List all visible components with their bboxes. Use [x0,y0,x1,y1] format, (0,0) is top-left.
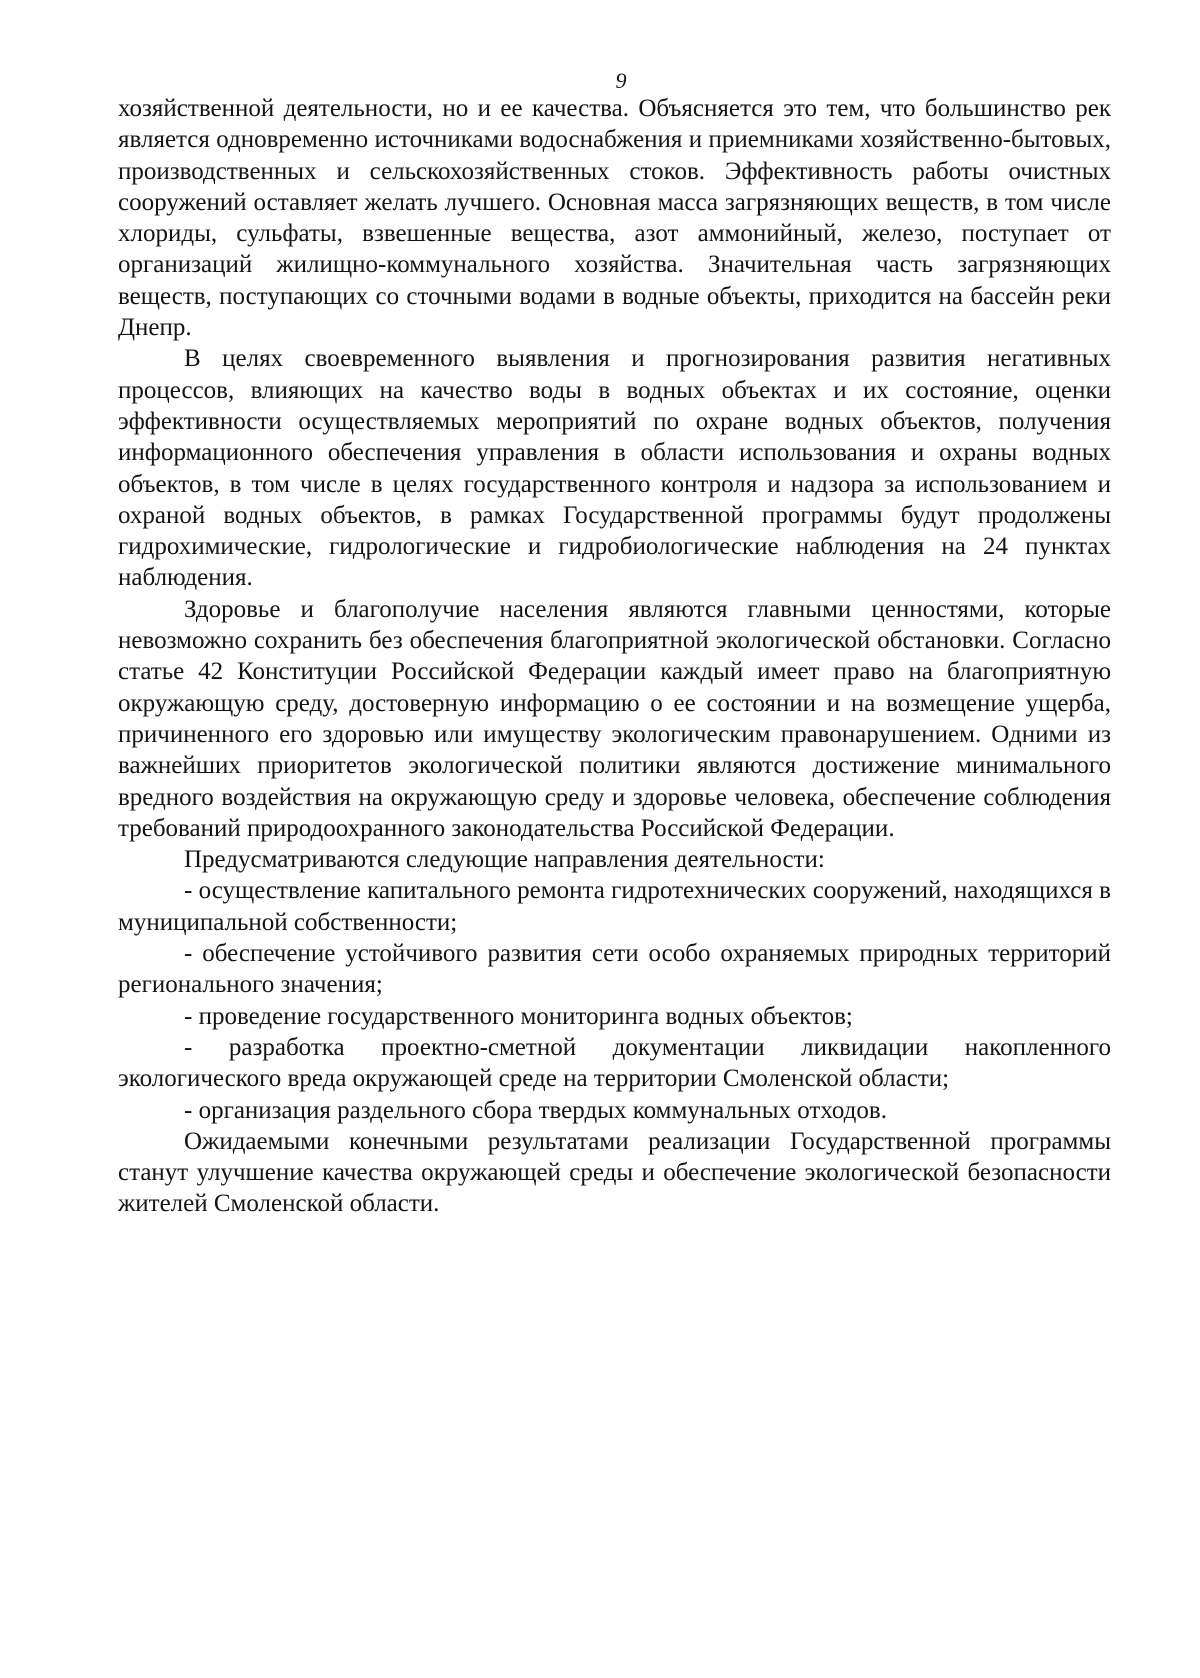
list-item-waste-collection: - организация раздельного сбора твердых коммунальных отходов. [184,1096,887,1124]
list-item-hydrotechnical-repair: - осуществление капитального ремонта гидротехнических сооружений, находящихся в муниципальной собственности; [118,877,1111,936]
paragraph-monitoring: В целях своевременного выявления и прогнозирования развития негативных процессов, влияющих на качество воды в водных объектах и их состояние, оценки эффективности осуществляемых мероприятий по охране водных объектов, получения информационного обеспечения управления в области использования и охраны водных объектов, в том числе в целях государственного контроля и надзора за использованием и охраной водных объектов, в рамках Государственной программы будут продолжены гидрохимические, гидрологические и гидробиологические наблюдения на 24 пунктах наблюдения. [118,345,1111,592]
paragraph-expected-results: Ожидаемыми конечными результатами реализации Государственной программы станут улучшение качества окружающей среды и обеспечение экологической безопасности жителей Смоленской области. [118,1127,1111,1218]
paragraph-health: Здоровье и благополучие населения являются главными ценностями, которые невозможно сохранить без обеспечения благоприятной экологической обстановки. Согласно статье 42 Конституции Российской Федерации каждый имеет право на благоприятную окружающую среду, достоверную информацию о ее состоянии и на возмещение ущерба, причиненного его здоровью или имуществу экологическим правонарушением. Одними из важнейших приоритетов экологической политики являются достижение минимального вредного воздействия на окружающую среду и здоровье человека, обеспечение соблюдения требований природоохранного законодательства Российской Федерации. [118,595,1111,842]
paragraph-continuation: хозяйственной деятельности, но и ее качества. Объясняется это тем, что большинство рек является одновременно источниками водоснабжения и приемниками хозяйственно-бытовых, производственных и сельскохозяйственных стоков. Эффективность работы очистных сооружений оставляет желать лучшего. Основная масса загрязняющих веществ, в том числе хлориды, сульфаты, взвешенные вещества, азот аммонийный, железо, поступает от организаций жилищно-коммунального хозяйства. Значительная часть загрязняющих веществ, поступающих со сточными водами в водные объекты, приходится на бассейн реки Днепр. [118,95,1111,342]
page-number: 9 [615,68,627,93]
list-item-protected-areas: - обеспечение устойчивого развития сети особо охраняемых природных территорий регионального значения; [118,940,1111,999]
list-item-environmental-damage: - разработка проектно-сметной документации ликвидации накопленного экологического вреда окружающей среде на территории Смоленской области; [118,1033,1111,1093]
list-item-water-monitoring: - проведение государственного мониторинга водных объектов; [184,1002,853,1030]
document-body [118,93,1111,1220]
paragraph-directions-intro: Предусматриваются следующие направления деятельности: [184,846,825,874]
